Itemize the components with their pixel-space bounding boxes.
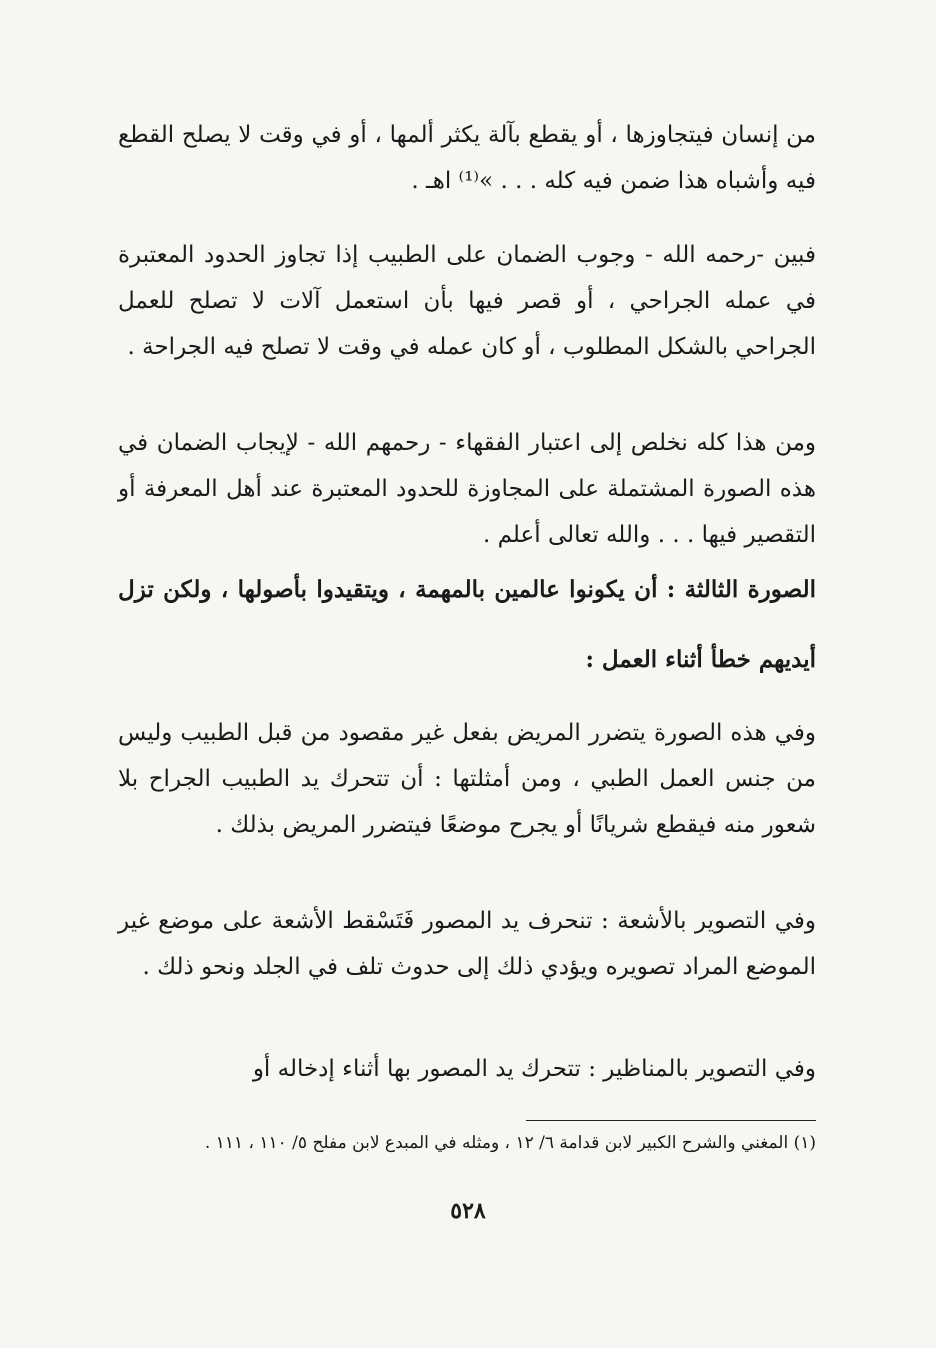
paragraph-xray-example: وفي التصوير بالأشعة : تنحرف يد المصور فَتَسْقط الأشعة على موضع غير الموضع المراد تصويره ويؤدي ذلك إلى حدوث تلف في الجلد ونحو ذلك . xyxy=(118,908,816,980)
footnote-divider xyxy=(526,1120,816,1121)
page-number: ٥٢٨ xyxy=(450,1198,486,1224)
paragraph-explanation: فبين -رحمه الله - وجوب الضمان على الطبيب إذا تجاوز الحدود المعتبرة في عمله الجراحي ، أو قصر فيها بأن استعمل آلات لا تصلح للعمل الجراحي بالشكل المطلوب ، أو كان عمله في وقت لا تصلح فيه الجراحة . xyxy=(118,242,816,360)
paragraph-quote-ending: من إنسان فيتجاوزها ، أو يقطع بآلة يكثر ألمها ، أو في وقت لا يصلح القطع فيه وأشباه هذا ضمن فيه كله . . . »⁽¹⁾ اهـ . xyxy=(118,122,816,194)
paragraph-conclusion: ومن هذا كله نخلص إلى اعتبار الفقهاء - رحمهم الله - لإيجاب الضمان في هذه الصورة المشتملة على المجاوزة للحدود المعتبرة عند أهل المعرفة أو التقصير فيها . . . والله تعالى أعلم . xyxy=(118,430,816,548)
section-heading-third-case: الصورة الثالثة : أن يكونوا عالمين بالمهمة ، ويتقيدوا بأصولها ، ولكن تزل أيديهم خطأ أثناء العمل : xyxy=(118,576,816,673)
footnote: (١) المغني والشرح الكبير لابن قدامة ٦/ ١٢ ، ومثله في المبدع لابن مفلح ٥/ ١١٠ ، ١١١ . xyxy=(204,1133,816,1153)
paragraph-third-case-description: وفي هذه الصورة يتضرر المريض بفعل غير مقصود من قبل الطبيب وليس من جنس العمل الطبي ، ومن أمثلتها : أن تتحرك يد الطبيب الجراح بلا شعور منه فيقطع شريانًا أو يجرح موضعًا فيتضرر المريض بذلك . xyxy=(118,720,816,838)
paragraph-endoscopy-example: وفي التصوير بالمناظير : تتحرك يد المصور بها أثناء إدخاله أو xyxy=(252,1056,816,1082)
